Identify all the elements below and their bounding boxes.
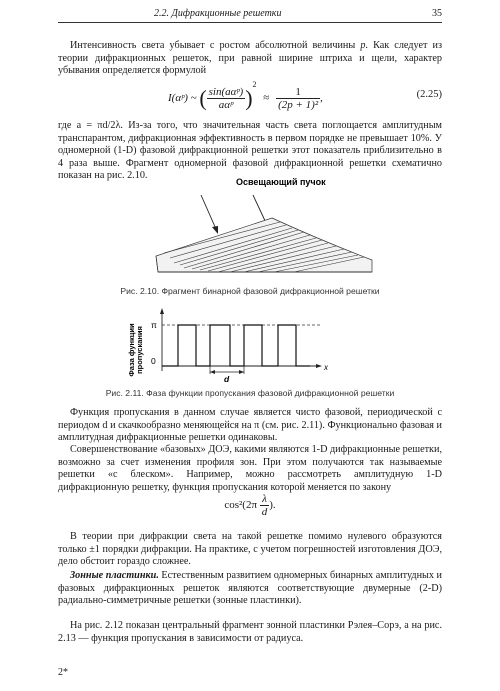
formula-frac-num: sin(aαᵖ) bbox=[208, 85, 244, 98]
intro-text-a: Интенсивность света убывает с ростом абсолютной величины bbox=[70, 40, 361, 51]
cos-close: ). bbox=[269, 499, 276, 512]
formula-lhs: I(αᵖ) ~ bbox=[168, 92, 197, 104]
cos-formula bbox=[58, 493, 442, 527]
formula-frac bbox=[207, 86, 246, 111]
p1-text: Функция пропускания в данном случае является чисто фазовой, периодической с периодом d и скачкообразно меняющейся на π (см. рис. 2.11). Функционально фазовая и амплитудная дифракционные решетки одинаковы. bbox=[58, 407, 442, 444]
figure-2-11 bbox=[58, 304, 442, 384]
paragraph-transmission bbox=[58, 407, 442, 445]
pi-label: π bbox=[151, 320, 157, 330]
figure-2-10-caption: Рис. 2.10. Фрагмент бинарной фазовой дифракционной решетки bbox=[120, 286, 380, 296]
formula-2-25: I(αᵖ) ~ ( $\frac{\text{sin(aαᵖ)}}{\text{aαᵖ}}$ )$^2$ ≈ $\frac{1}{\text{(2p + 1)²}}$ , (2.25) bbox=[168, 80, 442, 111]
period-arrow-right bbox=[239, 370, 244, 374]
paragraph-orders bbox=[58, 531, 442, 569]
p2-text: Совершенствование «базовых» ДОЭ, какими являются 1-D дифракционные решетки, возможно за счет изменения профиля зон. При этом получаются так называемые решетки «с блеском». Например, можно рассмотреть амплитудную 1-D дифракционную решетку, функция пропускания которой меняется по закону bbox=[58, 444, 442, 493]
figure-2-11-caption: Рис. 2.11. Фаза функции пропускания фазовой дифракционной решетки bbox=[105, 388, 395, 398]
paragraph-blaze bbox=[58, 444, 442, 494]
phase-square-wave bbox=[162, 325, 310, 366]
formula-rhs bbox=[276, 86, 320, 111]
formula-tail: , bbox=[320, 92, 323, 104]
x-axis-arrow bbox=[316, 364, 322, 368]
intro-var-p: p bbox=[360, 40, 366, 51]
paragraph-fig-refs bbox=[58, 620, 442, 645]
cos-frac-num: λ bbox=[260, 493, 270, 506]
y-axis-label-2: пропускания bbox=[135, 326, 144, 374]
paragraph-zone-plates bbox=[58, 570, 442, 608]
signature-mark: 2* bbox=[58, 667, 68, 678]
beam-label: Освещающий пучок bbox=[236, 177, 326, 187]
beam-arrowhead-left bbox=[212, 226, 218, 234]
after-formula-paragraph: где a = πd/2λ. Из-за того, что значительная часть света поглощается амплитудным транспарантом, дифракционная эффективность в первом порядке не превышает 10%. У одномерной (1-D) фазовой дифракционной решетки этот показатель приблизительно в 4 раза выше. Фрагмент одномерной фазовой дифракционной решетки схематично показан на рис. 2.10. bbox=[58, 120, 442, 182]
zone-plates-title: Зонные пластинки. bbox=[70, 570, 159, 581]
page-number: 35 bbox=[432, 8, 442, 19]
cos-open: (2π bbox=[242, 499, 257, 512]
formula-approx: ≈ bbox=[263, 92, 270, 104]
cos-prefix: cos² bbox=[224, 499, 243, 512]
beam-arrow-left bbox=[201, 195, 216, 229]
formula-power: 2 bbox=[252, 80, 257, 89]
y-axis-arrow bbox=[160, 308, 164, 314]
cos-frac bbox=[260, 493, 270, 518]
section-title: 2.2. Дифракционные решетки bbox=[154, 8, 282, 19]
intro-paragraph bbox=[58, 40, 442, 78]
formula-frac-den: aαᵖ bbox=[218, 98, 234, 111]
period-arrow-left bbox=[210, 370, 215, 374]
figure-2-10 bbox=[58, 172, 442, 282]
formula-rhs-den: (2p + 1)² bbox=[278, 98, 319, 111]
y-axis-label-1: Фаза функции bbox=[127, 323, 136, 377]
p4-text: Естественным развитием одномерных бинарных амплитудных и фазовых дифракционных решеток являются соответствующие двумерные (2-D) радиально-симметричные решетки (зонные пластинки). bbox=[58, 570, 443, 607]
p5-text: На рис. 2.12 показан центральный фрагмент зонной пластинки Рэлея–Сорэ, а на рис. 2.13 — функция пропускания в зависимости от радиуса. bbox=[58, 620, 442, 644]
cos-frac-den: d bbox=[261, 506, 268, 518]
period-label: d bbox=[224, 374, 230, 384]
equation-number: (2.25) bbox=[416, 89, 442, 100]
grating-block bbox=[156, 218, 372, 272]
intro-text-b: . Как следует из теории дифракционных решеток, при равной ширине штриха и щели, характер убывания определяется формулой bbox=[58, 40, 443, 77]
p3-text: В теории при дифракции света на такой решетке помимо нулевого образуются только ±1 порядки дифракции. На практике, с учетом погрешностей изготовления ДОЭ, дело обстоит гораздо сложнее. bbox=[58, 531, 442, 568]
formula-rhs-num: 1 bbox=[276, 86, 320, 99]
zero-label: 0 bbox=[151, 356, 156, 366]
x-label: x bbox=[324, 363, 328, 372]
running-header bbox=[58, 7, 442, 23]
